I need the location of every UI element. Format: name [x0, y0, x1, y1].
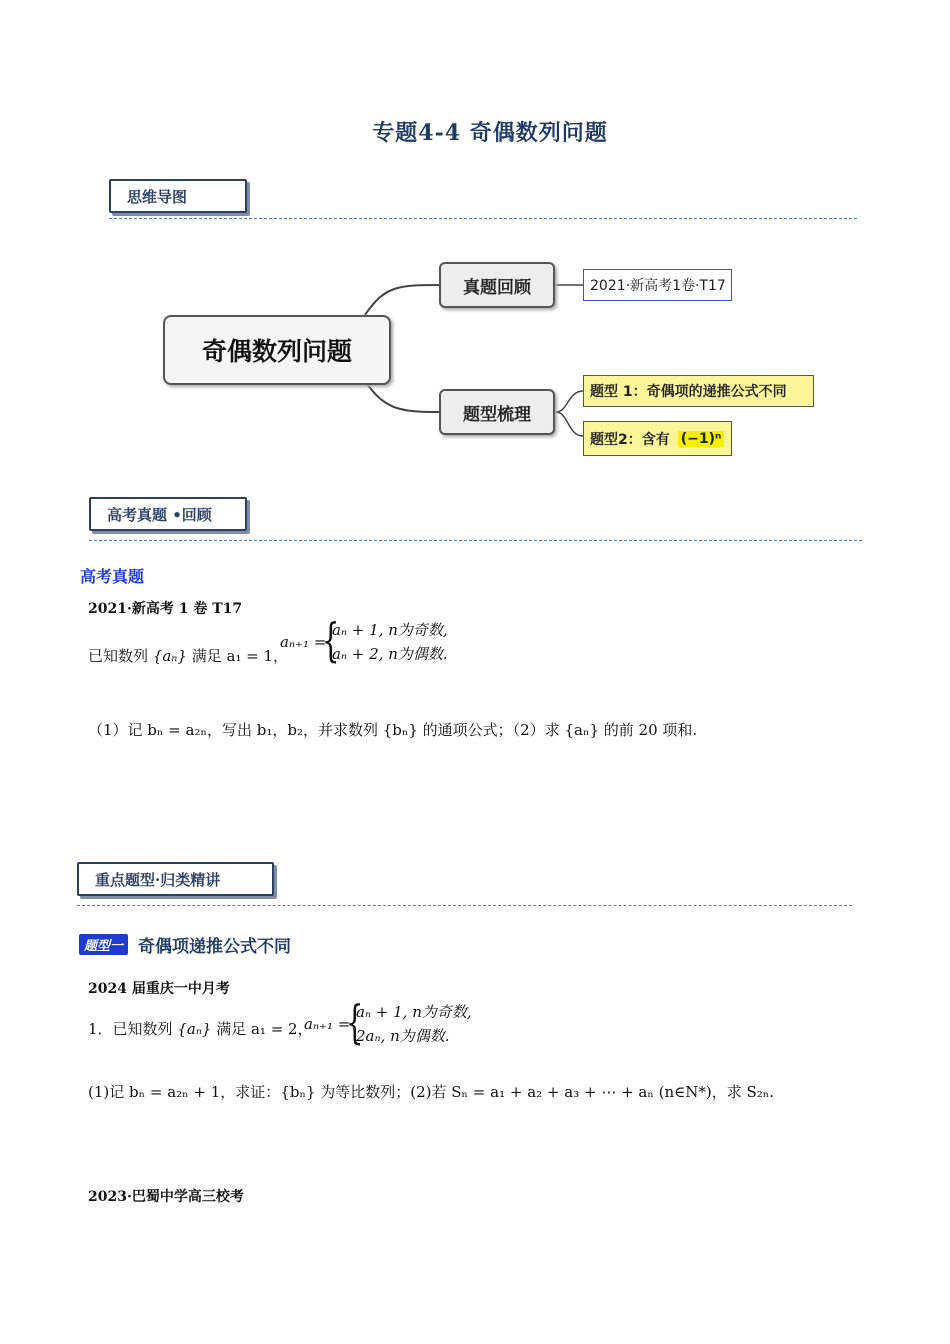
- section-tab-gaokao: 高考真题 •回顾: [89, 497, 247, 531]
- piecewise-brace: {: [321, 613, 340, 667]
- case-line: 2aₙ, n为偶数.: [356, 1027, 450, 1045]
- section-divider: [77, 905, 852, 906]
- type1-question-stem: [88, 1018, 313, 1039]
- case-line: aₙ + 2, n为偶数.: [332, 645, 448, 663]
- mindmap-node-review: 真题回顾: [439, 262, 555, 308]
- mindmap-node-types: 题型梳理: [439, 389, 555, 435]
- q-cond: 满足 a₁ = 2，: [216, 1020, 313, 1038]
- type1-heading: [79, 932, 291, 957]
- case-line: aₙ + 1, n为奇数,: [332, 621, 448, 639]
- q-prefix: 已知数列: [88, 647, 149, 665]
- mindmap-leaf-review: 2021·新高考1卷·T17: [583, 269, 732, 301]
- mindmap-leaf-type1: 题型 1：奇偶项的递推公式不同: [583, 375, 814, 407]
- q-lhs: aₙ₊₁ =: [280, 633, 327, 651]
- section-divider: [89, 540, 862, 541]
- page-title: 专题4-4 奇偶数列问题: [372, 120, 608, 146]
- q-seq: {aₙ}: [177, 1020, 212, 1038]
- type1-title: 奇偶项递推公式不同: [138, 937, 292, 957]
- q-cond: 满足 a₁ = 1，: [191, 647, 289, 665]
- gaokao-question-parts: （1）记 bₙ = a₂ₙ，写出 b₁，b₂，并求数列 {bₙ} 的通项公式；（2）求 {aₙ} 的前 20 项和.: [88, 721, 698, 739]
- gaokao-question-stem: [88, 645, 288, 666]
- piecewise-cases: [356, 1000, 472, 1048]
- next-source: 2023·巴蜀中学高三校考: [88, 1189, 244, 1205]
- type1-badge: 题型一: [79, 934, 128, 955]
- q-seq: {aₙ}: [152, 647, 187, 665]
- mindmap-leaf-type2: [583, 421, 732, 456]
- q-lhs: aₙ₊₁ =: [304, 1015, 351, 1033]
- piecewise-brace: {: [345, 995, 364, 1049]
- type1-source: 2024 届重庆一中月考: [88, 981, 230, 997]
- section-tab-types: 重点题型·归类精讲: [77, 862, 274, 896]
- section-tab-mindmap: 思维导图: [109, 179, 247, 213]
- leaf-type2-prefix: 题型2：含有: [590, 431, 670, 448]
- case-line: aₙ + 1, n为奇数,: [356, 1003, 472, 1021]
- gaokao-source: 2021·新高考 1 卷 T17: [88, 601, 243, 617]
- leaf-type2-expr: (−1)ⁿ: [678, 431, 725, 447]
- gaokao-heading: 高考真题: [80, 567, 145, 586]
- mindmap-center-node: 奇偶数列问题: [163, 315, 391, 385]
- q-prefix: 1．已知数列: [88, 1020, 173, 1038]
- type1-question-parts: (1)记 bₙ = a₂ₙ + 1，求证：{bₙ} 为等比数列；(2)若 Sₙ = a₁ + a₂ + a₃ + ⋯ + aₙ (n∈N*)，求 S₂ₙ.: [88, 1083, 775, 1101]
- piecewise-cases: [332, 618, 448, 666]
